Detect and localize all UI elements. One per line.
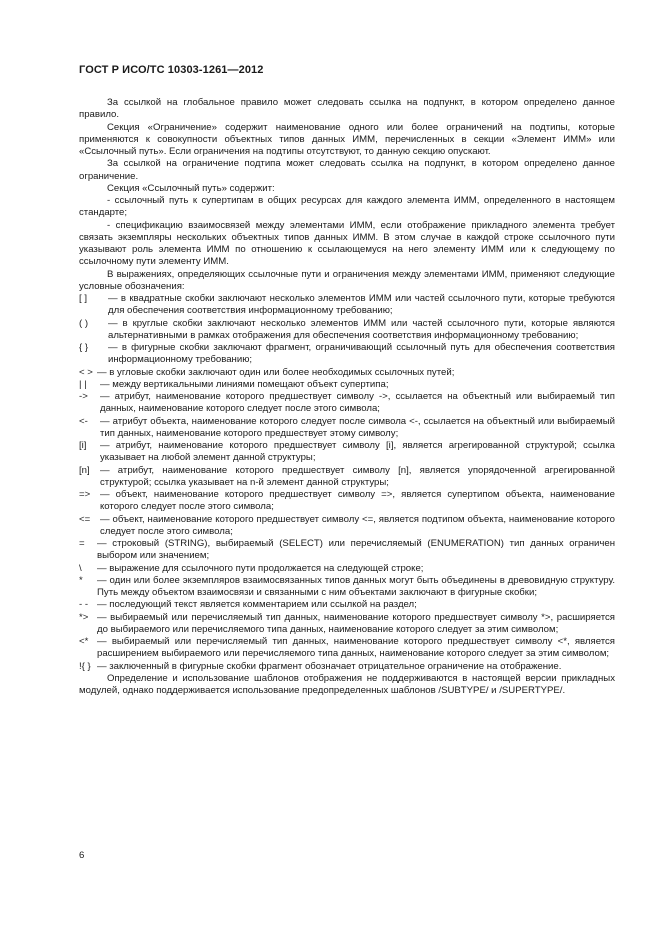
notation-text: — в квадратные скобки заключают несколько элементов ИММ или частей ссылочного пути, которые требуются для обеспечения соответствия информационному требованию; [108, 293, 615, 317]
list-item: - ссылочный путь к супертипам в общих ресурсах для каждого элемента ИММ, определенного в настоящем стандарте; [79, 195, 615, 219]
notation-symbol: -> [79, 391, 88, 402]
notation-text: — атрибут, наименование которого предшествует символу ->, ссылается на объектный или выбираемый тип данных, наименование которого следует после этого символа; [100, 391, 615, 415]
page-header: ГОСТ Р ИСО/ТС 10303-1261—2012 [79, 64, 264, 76]
notation-symbol: [ ] [79, 293, 87, 304]
notation-text: — строковый (STRING), выбираемый (SELECT) или перечисляемый (ENUMERATION) тип данных ограничен выбором или значением; [97, 538, 615, 562]
notation-text: — заключенный в фигурные скобки фрагмент обозначает отрицательное ограничение на отображение. [97, 660, 562, 672]
notation-item [79, 342, 615, 367]
notation-symbol: { } [79, 342, 89, 353]
notation-text: — объект, наименование которого предшествует символу =>, является супертипом объекта, наименование которого следует после этого символа; [100, 489, 615, 513]
paragraph: Секция «Ссылочный путь» содержит: [107, 182, 275, 194]
notation-text: — атрибут, наименование которого предшествует символу [n], является упорядоченной агрегированной структурой; ссылка указывает на n-й элемент данной структуры; [100, 464, 615, 488]
notation-item [79, 514, 615, 539]
notation-text: — выбираемый или перечисляемый тип данных, наименование которого предшествует символу <*, является расширением выбираемого или перечисляемого типа данных, наименование которого следует за этим символом; [97, 636, 615, 660]
notation-item [79, 416, 615, 441]
notation-symbol: [n] [79, 464, 90, 476]
notation-item [79, 379, 615, 391]
notation-item [79, 612, 615, 637]
notation-text: — в круглые скобки заключают несколько элементов ИММ или частей ссылочного пути, которые являются альтернативными в рамках отображения для обеспечения соответствия информационному требованию; [108, 317, 615, 341]
notation-item [79, 440, 615, 465]
paragraph: За ссылкой на ограничение подтипа может следовать ссылка на подпункт, в котором определено данное ограничение. [79, 158, 615, 182]
notation-symbol: | | [79, 378, 87, 390]
notation-text: — в угловые скобки заключают один или более необходимых ссылочных путей; [97, 366, 455, 378]
notation-list [79, 293, 615, 673]
notation-symbol: !{ } [79, 660, 91, 672]
notation-symbol: <* [79, 636, 89, 647]
notation-item [79, 661, 615, 673]
notation-symbol: <= [79, 513, 91, 525]
notation-symbol: = [79, 538, 85, 549]
notation-item [79, 538, 615, 563]
notation-item [79, 293, 615, 318]
notation-text: — выбираемый или перечисляемый тип данных, наименование которого предшествует символу *>, расширяется до выбираемого или перечисляемого типа данных, наименование которого следует за этим символом; [97, 611, 615, 635]
notation-symbol: <- [79, 415, 88, 427]
notation-text: — один или более экземпляров взаимосвязанных типов данных могут быть объединены в древовидную структуру. Путь между объектом взаимосвязи и связанными с ним объектами заключают в фигурные скобки; [97, 574, 615, 598]
notation-text: — между вертикальными линиями помещают объект супертипа; [100, 378, 389, 390]
paragraph: За ссылкой на глобальное правило может следовать ссылка на подпункт, в котором определено данное правило. [79, 97, 615, 121]
page-number: 6 [79, 850, 85, 861]
notation-symbol: < > [79, 366, 93, 378]
notation-text: — атрибут, наименование которого предшествует символу [i], является агрегированной структурой; ссылка указывает на любой элемент данной структуры; [100, 440, 615, 464]
notation-symbol: => [79, 489, 91, 500]
paragraph: Секция «Ограничение» содержит наименование одного или более ограничений на подтипы, которые применяются к совокупности объектных типов данных ИММ, перечисленных в секции «Элемент ИММ» или «Ссылочный путь». Если ограничения на подтипы отсутствуют, то данную секцию опускают. [79, 121, 615, 157]
notation-item [79, 367, 615, 379]
notation-symbol: * [79, 574, 83, 586]
notation-item [79, 599, 615, 611]
notation-symbol: ( ) [79, 317, 89, 329]
notation-item [79, 563, 615, 575]
notation-text: — последующий текст является комментарием или ссылкой на раздел; [97, 599, 417, 611]
notation-item [79, 465, 615, 490]
notation-text: — в фигурные скобки заключают фрагмент, ограничивающий ссылочный путь для обеспечения соответствия информационному требованию; [108, 342, 615, 366]
notation-symbol: [i] [79, 440, 87, 451]
notation-intro: В выражениях, определяющих ссылочные пути и ограничения между элементами ИММ, применяют следующие условные обозначения: [79, 268, 615, 292]
notation-item [79, 489, 615, 514]
notation-item [79, 575, 615, 600]
notation-text: — объект, наименование которого предшествует символу <=, является подтипом объекта, наименование которого следует после этого символа; [100, 513, 615, 537]
list-item: - спецификацию взаимосвязей между элементами ИММ, если отображение прикладного элемента требует связать экземпляры нескольких объектных типов данных ИММ. В этом случае в каждой строке ссылочного пути указывают роль элемента ИММ по отношению к ссылающемуся на него элементу ИММ или к следующему по ссылочному пути элементу ИММ. [79, 219, 615, 268]
notation-text: — выражение для ссылочного пути продолжается на следующей строке; [97, 562, 424, 574]
notation-item [79, 636, 615, 661]
closing-paragraph: Определение и использование шаблонов отображения не поддерживаются в настоящей версии прикладных модулей, однако поддерживается использование предопределенных шаблонов /SUBTYPE/ и /SUPERTYPE/. [79, 672, 615, 696]
page-content [79, 97, 615, 697]
notation-symbol: - - [79, 599, 89, 611]
notation-item [79, 318, 615, 343]
notation-symbol: \ [79, 562, 82, 574]
notation-item [79, 391, 615, 416]
notation-text: — атрибут объекта, наименование которого следует после символа <-, ссылается на объектный или выбираемый тип данных, наименование которого предшествует этому символу; [100, 415, 615, 439]
notation-symbol: *> [79, 611, 89, 623]
